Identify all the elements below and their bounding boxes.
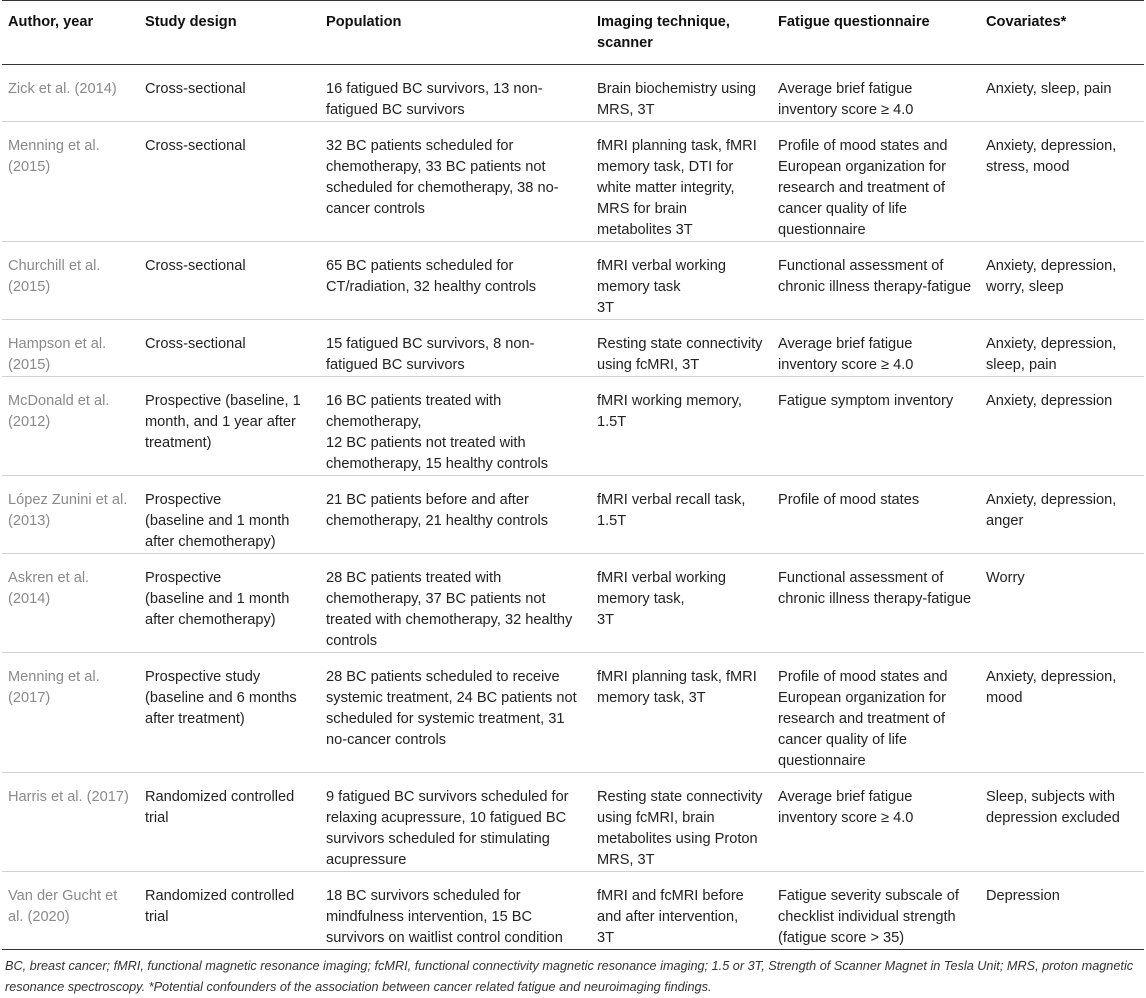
study-design-cell: Randomized controlled trial bbox=[139, 773, 320, 872]
study-design-cell: Prospective (baseline and 1 month after chemotherapy) bbox=[139, 476, 320, 554]
studies-table bbox=[2, 0, 1144, 950]
study-design-cell: Randomized controlled trial bbox=[139, 872, 320, 950]
table-row bbox=[2, 554, 1144, 653]
population-cell: 15 fatigued BC survivors, 8 non-fatigued BC survivors bbox=[320, 320, 591, 377]
imaging-technique-cell: Brain biochemistry using MRS, 3T bbox=[591, 65, 772, 122]
population-cell: 65 BC patients scheduled for CT/radiation, 32 healthy controls bbox=[320, 242, 591, 320]
table-container bbox=[2, 0, 1144, 998]
table-header-row bbox=[2, 1, 1144, 65]
table-row bbox=[2, 476, 1144, 554]
fatigue-questionnaire-cell: Functional assessment of chronic illness therapy-fatigue bbox=[772, 242, 980, 320]
imaging-technique-cell: Resting state connectivity using fcMRI, brain metabolites using Proton MRS, 3T bbox=[591, 773, 772, 872]
table-body bbox=[2, 65, 1144, 950]
covariates-cell: Depression bbox=[980, 872, 1144, 950]
table-row bbox=[2, 377, 1144, 476]
table-row bbox=[2, 653, 1144, 773]
population-cell: 16 fatigued BC survivors, 13 non-fatigued BC survivors bbox=[320, 65, 591, 122]
author-cell: Menning et al. (2017) bbox=[2, 653, 139, 773]
table-row bbox=[2, 872, 1144, 950]
author-cell: Zick et al. (2014) bbox=[2, 65, 139, 122]
table-row bbox=[2, 122, 1144, 242]
imaging-technique-cell: Resting state connectivity using fcMRI, 3T bbox=[591, 320, 772, 377]
header-imaging-technique: Imaging technique, scanner bbox=[591, 1, 772, 65]
table-row bbox=[2, 65, 1144, 122]
header-fatigue-questionnaire: Fatigue questionnaire bbox=[772, 1, 980, 65]
fatigue-questionnaire-cell: Profile of mood states and European organization for research and treatment of cancer quality of life questionnaire bbox=[772, 653, 980, 773]
study-design-cell: Cross-sectional bbox=[139, 122, 320, 242]
study-design-cell: Prospective (baseline and 1 month after chemotherapy) bbox=[139, 554, 320, 653]
covariates-cell: Sleep, subjects with depression excluded bbox=[980, 773, 1144, 872]
author-cell: Menning et al. (2015) bbox=[2, 122, 139, 242]
imaging-technique-cell: fMRI verbal working memory task 3T bbox=[591, 242, 772, 320]
population-cell: 28 BC patients scheduled to receive systemic treatment, 24 BC patients not scheduled for systemic treatment, 31 no-cancer controls bbox=[320, 653, 591, 773]
population-cell: 21 BC patients before and after chemotherapy, 21 healthy controls bbox=[320, 476, 591, 554]
imaging-technique-cell: fMRI verbal working memory task, 3T bbox=[591, 554, 772, 653]
fatigue-questionnaire-cell: Functional assessment of chronic illness therapy-fatigue bbox=[772, 554, 980, 653]
covariates-cell: Anxiety, depression, sleep, pain bbox=[980, 320, 1144, 377]
fatigue-questionnaire-cell: Profile of mood states bbox=[772, 476, 980, 554]
table-row bbox=[2, 773, 1144, 872]
imaging-technique-cell: fMRI and fcMRI before and after intervention, 3T bbox=[591, 872, 772, 950]
population-cell: 28 BC patients treated with chemotherapy, 37 BC patients not treated with chemotherapy, 32 healthy controls bbox=[320, 554, 591, 653]
imaging-technique-cell: fMRI planning task, fMRI memory task, DTI for white matter integrity, MRS for brain metabolites 3T bbox=[591, 122, 772, 242]
author-cell: Askren et al. (2014) bbox=[2, 554, 139, 653]
author-cell: Hampson et al. (2015) bbox=[2, 320, 139, 377]
fatigue-questionnaire-cell: Average brief fatigue inventory score ≥ 4.0 bbox=[772, 320, 980, 377]
header-author-year: Author, year bbox=[2, 1, 139, 65]
author-cell: López Zunini et al. (2013) bbox=[2, 476, 139, 554]
fatigue-questionnaire-cell: Profile of mood states and European organization for research and treatment of cancer quality of life questionnaire bbox=[772, 122, 980, 242]
fatigue-questionnaire-cell: Average brief fatigue inventory score ≥ 4.0 bbox=[772, 773, 980, 872]
population-cell: 18 BC survivors scheduled for mindfulness intervention, 15 BC survivors on waitlist control condition bbox=[320, 872, 591, 950]
fatigue-questionnaire-cell: Fatigue severity subscale of checklist individual strength (fatigue score > 35) bbox=[772, 872, 980, 950]
population-cell: 16 BC patients treated with chemotherapy, 12 BC patients not treated with chemotherapy, 15 healthy controls bbox=[320, 377, 591, 476]
study-design-cell: Cross-sectional bbox=[139, 320, 320, 377]
fatigue-questionnaire-cell: Average brief fatigue inventory score ≥ 4.0 bbox=[772, 65, 980, 122]
imaging-technique-cell: fMRI verbal recall task, 1.5T bbox=[591, 476, 772, 554]
header-study-design: Study design bbox=[139, 1, 320, 65]
table-footnote: BC, breast cancer; fMRI, functional magnetic resonance imaging; fcMRI, functional connectivity magnetic resonance imaging; 1.5 or 3T, Strength of Scanner Magnet in Tesla Unit; MRS, proton magnetic resonance spectroscopy. *Potential confounders of the association between cancer related fatigue and neuroimaging findings. bbox=[5, 959, 1134, 994]
author-cell: Harris et al. (2017) bbox=[2, 773, 139, 872]
author-cell: Churchill et al. (2015) bbox=[2, 242, 139, 320]
study-design-cell: Cross-sectional bbox=[139, 65, 320, 122]
study-design-cell: Cross-sectional bbox=[139, 242, 320, 320]
covariates-cell: Anxiety, depression bbox=[980, 377, 1144, 476]
imaging-technique-cell: fMRI planning task, fMRI memory task, 3T bbox=[591, 653, 772, 773]
population-cell: 32 BC patients scheduled for chemotherapy, 33 BC patients not scheduled for chemotherapy, 38 no-cancer controls bbox=[320, 122, 591, 242]
covariates-cell: Anxiety, depression, worry, sleep bbox=[980, 242, 1144, 320]
covariates-cell: Anxiety, depression, mood bbox=[980, 653, 1144, 773]
study-design-cell: Prospective study (baseline and 6 months after treatment) bbox=[139, 653, 320, 773]
author-cell: Van der Gucht et al. (2020) bbox=[2, 872, 139, 950]
fatigue-questionnaire-cell: Fatigue symptom inventory bbox=[772, 377, 980, 476]
covariates-cell: Anxiety, depression, stress, mood bbox=[980, 122, 1144, 242]
population-cell: 9 fatigued BC survivors scheduled for relaxing acupressure, 10 fatigued BC survivors scheduled for stimulating acupressure bbox=[320, 773, 591, 872]
covariates-cell: Anxiety, sleep, pain bbox=[980, 65, 1144, 122]
study-design-cell: Prospective (baseline, 1 month, and 1 year after treatment) bbox=[139, 377, 320, 476]
table-row bbox=[2, 242, 1144, 320]
header-population: Population bbox=[320, 1, 591, 65]
table-row bbox=[2, 320, 1144, 377]
header-covariates: Covariates* bbox=[980, 1, 1144, 65]
imaging-technique-cell: fMRI working memory, 1.5T bbox=[591, 377, 772, 476]
covariates-cell: Worry bbox=[980, 554, 1144, 653]
covariates-cell: Anxiety, depression, anger bbox=[980, 476, 1144, 554]
author-cell: McDonald et al. (2012) bbox=[2, 377, 139, 476]
